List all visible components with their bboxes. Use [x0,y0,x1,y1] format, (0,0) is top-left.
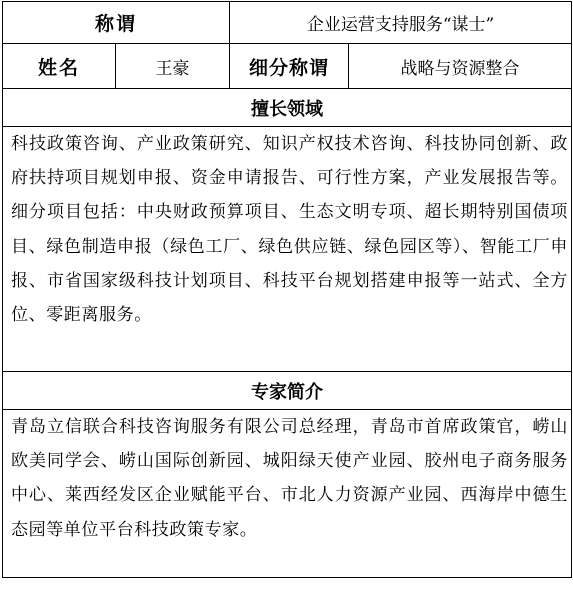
expertise-body-row [3,127,572,372]
title-label: 称谓 [3,2,230,44]
expertise-heading-row [3,89,572,127]
sub-title-label: 细分称谓 [230,44,349,89]
name-row [3,44,572,89]
name-value: 王豪 [116,44,230,89]
profile-heading: 专家简介 [3,372,572,410]
sub-title-value: 战略与资源整合 [349,44,572,89]
expertise-text: 科技政策咨询、产业政策研究、知识产权技术咨询、科技协同创新、政府扶持项目规划申报、资金申请报告、可行性方案，产业发展报告等。细分项目包括：中央财政预算项目、生态文明专项、超长期特别国债项目、绿色制造申报（绿色工厂、绿色供应链、绿色园区等）、智能工厂申报、市省国家级科技计划项目、科技平台规划搭建申报等一站式、全方位、零距离服务。 [3,127,572,372]
expertise-heading: 擅长领域 [3,89,572,127]
name-label: 姓名 [3,44,116,89]
profile-body-row [3,410,572,578]
profile-heading-row [3,372,572,410]
expert-profile-table [2,1,572,578]
profile-text: 青岛立信联合科技咨询服务有限公司总经理，青岛市首席政策官，崂山欧美同学会、崂山国际创新园、城阳绿天使产业园、胶州电子商务服务中心、莱西经发区企业赋能平台、市北人力资源产业园、西海岸中德生态园等单位平台科技政策专家。 [3,410,572,578]
title-row [3,2,572,44]
title-value: 企业运营支持服务“谋士” [230,2,572,44]
